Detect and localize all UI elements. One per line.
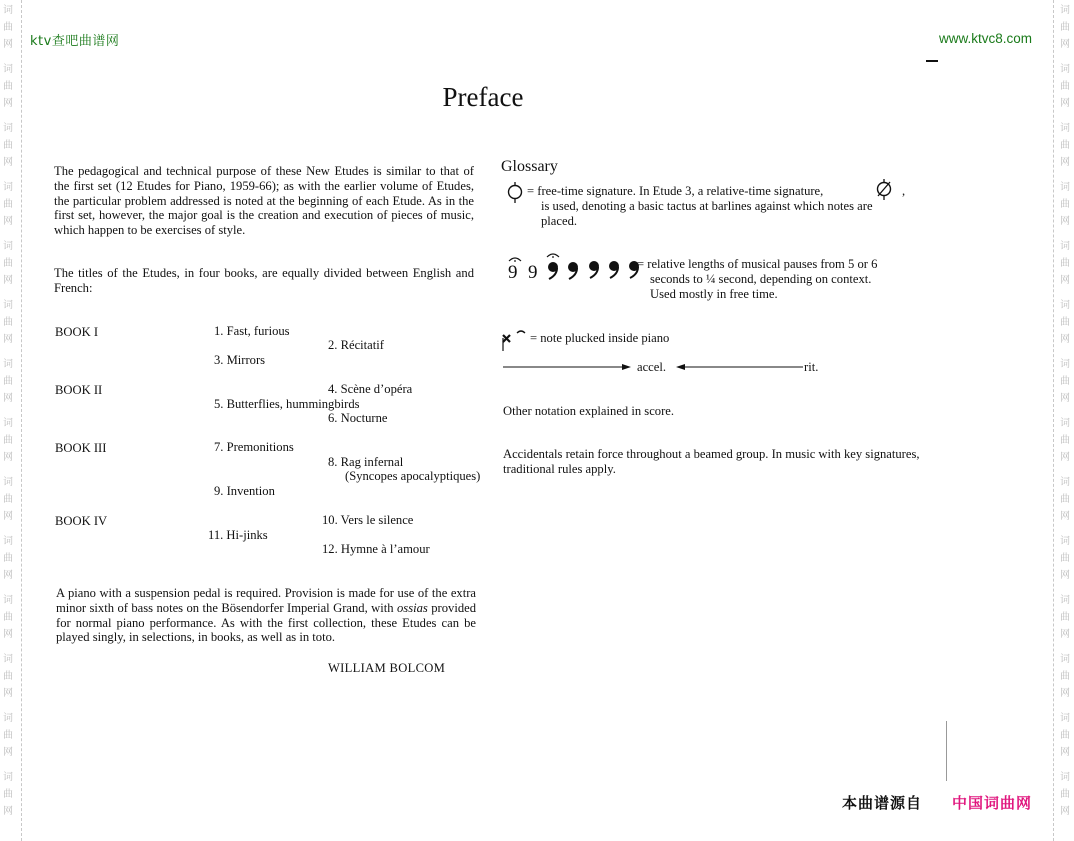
watermark-glyph: 网 xyxy=(1060,393,1070,404)
watermark-glyph: 曲 xyxy=(3,553,13,564)
watermark-glyph: 曲 xyxy=(3,199,13,210)
watermark-glyph: 词 xyxy=(3,64,13,75)
page-title: Preface xyxy=(442,82,524,112)
etude-item: 8. Rag infernal xyxy=(328,455,404,469)
watermark-glyph: 曲 xyxy=(1060,612,1070,623)
glossary-entry-2-line2: seconds to ¼ second, depending on context. xyxy=(650,272,872,286)
relative-time-signature-icon xyxy=(875,178,893,202)
watermark-glyph: 网 xyxy=(3,393,13,404)
watermark-glyph: 词 xyxy=(3,477,13,488)
watermark-glyph: 词 xyxy=(1060,5,1070,16)
etude-item: 6. Nocturne xyxy=(328,411,388,425)
watermark-glyph: 曲 xyxy=(3,494,13,505)
watermark-glyph: 网 xyxy=(3,98,13,109)
watermark-glyph: 曲 xyxy=(3,81,13,92)
watermark-glyph: 网 xyxy=(3,334,13,345)
watermark-glyph: 曲 xyxy=(1060,199,1070,210)
glossary-entry-1-line3: placed. xyxy=(541,214,578,228)
glossary-entry-2-line3: Used mostly in free time. xyxy=(650,287,778,301)
glossary-entry-3-text: = note plucked inside piano xyxy=(530,331,670,345)
closing-text-2: provided for normal piano performance. As with the first collection, these Etudes can be played singly, in selections, in books, as well as in toto. xyxy=(56,600,476,645)
watermark-glyph: 网 xyxy=(3,157,13,168)
watermark-glyph: 网 xyxy=(3,747,13,758)
watermark-glyph: 词 xyxy=(3,123,13,134)
watermark-glyph: 曲 xyxy=(1060,140,1070,151)
tempo-rit-label: rit. xyxy=(804,360,819,374)
watermark-glyph: 词 xyxy=(3,5,13,16)
glossary-entry-1-line1: = free-time signature. In Etude 3, a relative-time signature, xyxy=(527,184,824,198)
watermark-glyph: 词 xyxy=(1060,241,1070,252)
site-url-top-right[interactable]: www.ktvc8.com xyxy=(939,31,1033,46)
watermark-glyph: 词 xyxy=(3,300,13,311)
watermark-glyph: 网 xyxy=(3,511,13,522)
left-dashed-border xyxy=(21,0,22,841)
intro-paragraph-1: The pedagogical and technical purpose of these New Etudes is similar to that of the first set (12 Etudes for Piano, 1959-66); as with the earlier volume of Etudes, the particular problem addressed is noted at the beginning of each Etude. As in the first set, however, the major goal is the creation and execution of pieces of music, which happen to be exercises of style. xyxy=(54,164,474,238)
watermark-glyph: 曲 xyxy=(1060,730,1070,741)
watermark-glyph: 曲 xyxy=(3,22,13,33)
watermark-glyph: 网 xyxy=(1060,570,1070,581)
etude-item: 2. Récitatif xyxy=(328,338,384,352)
plucked-note-icon xyxy=(500,328,528,352)
watermark-glyph: 曲 xyxy=(1060,317,1070,328)
tempo-accel-label: accel. xyxy=(637,360,667,374)
watermark-glyph: 曲 xyxy=(3,317,13,328)
book-label: BOOK II xyxy=(55,383,103,397)
watermark-glyph: 词 xyxy=(1060,595,1070,606)
watermark-glyph: 曲 xyxy=(1060,81,1070,92)
watermark-glyph: 词 xyxy=(3,654,13,665)
watermark-glyph: 曲 xyxy=(3,258,13,269)
watermark-glyph: 词 xyxy=(1060,359,1070,370)
closing-text-1: A piano with a suspension pedal is required. Provision is made for use of the extra minor sixth of bass notes on the Bösendorfer Imperial Grand, with xyxy=(56,586,476,615)
watermark-glyph: 曲 xyxy=(1060,22,1070,33)
watermark-glyph: 网 xyxy=(3,452,13,463)
watermark-glyph: 曲 xyxy=(1060,376,1070,387)
footer-source-label: 本曲谱源自 xyxy=(842,794,923,812)
watermark-glyph: 网 xyxy=(3,570,13,581)
watermark-glyph: 词 xyxy=(3,536,13,547)
glossary-note-1: Other notation explained in score. xyxy=(503,404,675,418)
etude-item: 9. Invention xyxy=(214,484,275,498)
etude-item: 5. Butterflies, hummingbirds xyxy=(214,397,360,411)
watermark-glyph: 网 xyxy=(1060,688,1070,699)
watermark-glyph: 曲 xyxy=(1060,671,1070,682)
watermark-glyph: 曲 xyxy=(3,376,13,387)
svg-text:9: 9 xyxy=(508,262,518,282)
watermark-glyph: 词 xyxy=(1060,123,1070,134)
watermark-glyph: 词 xyxy=(3,772,13,783)
watermark-glyph: 曲 xyxy=(1060,553,1070,564)
watermark-glyph: 词 xyxy=(1060,536,1070,547)
watermark-glyph: 词 xyxy=(3,359,13,370)
watermark-glyph: 网 xyxy=(1060,452,1070,463)
etude-item: 11. Hi-jinks xyxy=(208,528,268,542)
watermark-glyph: 词 xyxy=(3,713,13,724)
watermark-glyph: 网 xyxy=(1060,747,1070,758)
watermark-glyph: 网 xyxy=(3,275,13,286)
pause-lengths-icon xyxy=(505,252,645,282)
watermark-glyph: 曲 xyxy=(1060,435,1070,446)
watermark-glyph: 词 xyxy=(1060,772,1070,783)
etude-item: 1. Fast, furious xyxy=(214,324,290,338)
watermark-glyph: 词 xyxy=(3,418,13,429)
etude-item: 12. Hymne à l’amour xyxy=(322,542,430,556)
watermark-glyph: 曲 xyxy=(1060,789,1070,800)
watermark-glyph: 词 xyxy=(1060,654,1070,665)
rit-arrow-icon xyxy=(675,361,803,373)
watermark-glyph: 网 xyxy=(3,629,13,640)
watermark-glyph: 网 xyxy=(1060,39,1070,50)
glossary-entry-1-comma: , xyxy=(902,184,906,198)
book-label: BOOK IV xyxy=(55,514,108,528)
watermark-glyph: 网 xyxy=(3,688,13,699)
watermark-glyph: 词 xyxy=(1060,300,1070,311)
glossary-entry-1-line2: is used, denoting a basic tactus at barlines against which notes are xyxy=(541,199,873,213)
watermark-glyph: 词 xyxy=(1060,713,1070,724)
watermark-glyph: 曲 xyxy=(3,435,13,446)
glossary-entry-2-line1: = relative lengths of musical pauses from 5 or 6 xyxy=(637,257,878,271)
watermark-glyph: 网 xyxy=(1060,98,1070,109)
left-watermark-strip xyxy=(0,0,22,841)
watermark-glyph: 网 xyxy=(3,39,13,50)
watermark-glyph: 词 xyxy=(3,595,13,606)
etude-item-subtitle: (Syncopes apocalyptiques) xyxy=(345,469,481,483)
watermark-glyph: 曲 xyxy=(3,140,13,151)
watermark-glyph: 曲 xyxy=(3,789,13,800)
accel-arrow-icon xyxy=(503,361,633,373)
free-time-signature-icon xyxy=(506,181,524,205)
watermark-glyph: 词 xyxy=(3,182,13,193)
footer-divider xyxy=(946,721,947,781)
watermark-glyph: 曲 xyxy=(3,612,13,623)
watermark-glyph: 网 xyxy=(1060,334,1070,345)
watermark-glyph: 词 xyxy=(1060,418,1070,429)
watermark-glyph: 网 xyxy=(1060,511,1070,522)
watermark-glyph: 词 xyxy=(3,241,13,252)
svg-text:9: 9 xyxy=(528,262,538,282)
etude-item: 10. Vers le silence xyxy=(322,513,414,527)
watermark-glyph: 网 xyxy=(1060,806,1070,817)
watermark-glyph: 网 xyxy=(3,806,13,817)
watermark-glyph: 网 xyxy=(1060,275,1070,286)
watermark-glyph: 网 xyxy=(1060,157,1070,168)
closing-italic: ossias xyxy=(397,600,428,615)
page-dash-mark xyxy=(926,60,938,62)
author-signature: WILLIAM BOLCOM xyxy=(328,661,446,675)
watermark-glyph: 网 xyxy=(1060,629,1070,640)
right-watermark-strip xyxy=(1052,0,1074,841)
watermark-glyph: 曲 xyxy=(3,730,13,741)
closing-paragraph xyxy=(56,586,476,645)
watermark-glyph: 曲 xyxy=(1060,494,1070,505)
etude-item: 4. Scène d’opéra xyxy=(328,382,413,396)
etude-item: 7. Premonitions xyxy=(214,440,294,454)
watermark-glyph: 网 xyxy=(3,216,13,227)
intro-paragraph-2: The titles of the Etudes, in four books, are equally divided between English and French: xyxy=(54,266,474,295)
book-label: BOOK I xyxy=(55,325,99,339)
glossary-note-2: Accidentals retain force throughout a beamed group. In music with key signatures, traditional rules apply. xyxy=(503,447,920,476)
etude-item: 3. Mirrors xyxy=(214,353,266,367)
watermark-glyph: 曲 xyxy=(3,671,13,682)
site-name-top-left[interactable]: ktv查吧曲谱网 xyxy=(30,34,120,49)
glossary-heading: Glossary xyxy=(501,158,558,175)
watermark-glyph: 曲 xyxy=(1060,258,1070,269)
watermark-glyph: 词 xyxy=(1060,477,1070,488)
watermark-glyph: 词 xyxy=(1060,64,1070,75)
watermark-glyph: 网 xyxy=(1060,216,1070,227)
right-dashed-border xyxy=(1053,0,1054,841)
watermark-glyph: 词 xyxy=(1060,182,1070,193)
footer-site-link[interactable]: 中国词曲网 xyxy=(952,794,1033,812)
book-label: BOOK III xyxy=(55,441,107,455)
